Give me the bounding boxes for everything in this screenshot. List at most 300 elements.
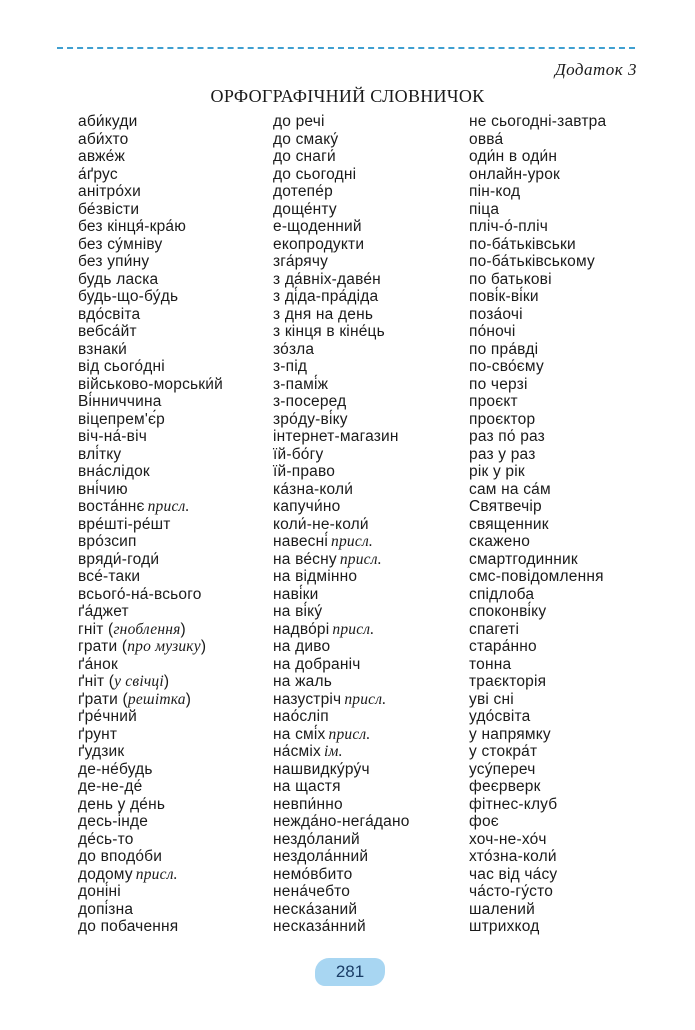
entry-note: у свічці <box>114 673 164 690</box>
dictionary-entry <box>469 463 674 481</box>
dictionary-entry <box>78 778 283 796</box>
dictionary-entry <box>78 866 283 884</box>
entry-tail: ) <box>163 673 170 690</box>
entry-word: раз у раз <box>469 445 536 463</box>
dictionary-entry <box>469 533 674 551</box>
entry-note: ім. <box>323 743 343 760</box>
dictionary-entry <box>78 603 283 621</box>
entry-word: зо́зла <box>273 340 315 358</box>
entry-word: вні́чию <box>78 480 128 498</box>
dictionary-entry <box>469 288 674 306</box>
entry-word: вебса́йт <box>78 323 137 340</box>
dictionary-entry <box>78 323 283 341</box>
entry-word: з-памі́ж <box>273 375 329 393</box>
dictionary-entry <box>273 218 478 236</box>
dictionary-entry <box>78 411 283 429</box>
dictionary-entry <box>78 831 283 849</box>
entry-word: на смі́х <box>273 725 326 743</box>
entry-word: смс-повідомлення <box>469 568 604 585</box>
dictionary-entry <box>78 131 283 149</box>
dictionary-entry <box>78 796 283 814</box>
dictionary-entry <box>273 568 478 586</box>
entry-word: хто́зна-коли́ <box>469 848 557 865</box>
entry-word: усу́переч <box>469 760 536 778</box>
dictionary-entry <box>78 376 283 394</box>
entry-word: все́-таки <box>78 568 141 585</box>
dictionary-entry <box>469 516 674 534</box>
entry-word: не сьогодні-завтра <box>469 113 607 130</box>
entry-word: віч-на́-віч <box>78 428 148 445</box>
entry-note: присл. <box>332 620 375 638</box>
dictionary-entry <box>78 341 283 359</box>
entry-word: ча́сто-гу́сто <box>469 883 554 900</box>
dictionary-entry <box>469 761 674 779</box>
entry-word: до побачення <box>78 918 179 935</box>
entry-word: по пра́вді <box>469 340 539 358</box>
entry-word: Святвечір <box>469 498 542 515</box>
entry-word: пові́к-ві́ки <box>469 288 539 305</box>
dictionary-entry <box>469 341 674 359</box>
entry-word: нашвидку́ру́ч <box>273 760 370 778</box>
entry-word: онлайн-урок <box>469 165 561 183</box>
appendix-label: Додаток 3 <box>554 60 637 79</box>
entry-word: феєрверк <box>469 778 541 795</box>
entry-word: інтернет-магазин <box>273 428 399 445</box>
dictionary-entry <box>273 691 478 709</box>
entry-word: дотепе́р <box>273 183 333 200</box>
entry-word: несказа́нний <box>273 918 366 935</box>
entry-word: по́ночі <box>469 323 516 340</box>
dictionary-entry <box>273 831 478 849</box>
entry-word: по-сво́єму <box>469 358 544 375</box>
entry-word: нежда́но-нега́дано <box>273 813 410 830</box>
dictionary-entry <box>78 621 283 639</box>
dictionary-entry <box>78 883 283 901</box>
entry-word: екопродукти <box>273 235 365 253</box>
dictionary-entry <box>78 481 283 499</box>
entry-word: авже́ж <box>78 148 126 165</box>
entry-word: будь-що-бу́дь <box>78 288 179 305</box>
dictionary-entry <box>469 586 674 604</box>
dictionary-entry <box>78 516 283 534</box>
entry-word: зга́рячу <box>273 253 329 270</box>
dictionary-entry <box>273 411 478 429</box>
dictionary-entry <box>273 393 478 411</box>
dictionary-entry <box>469 253 674 271</box>
entry-word: по черзі <box>469 375 528 393</box>
dictionary-entry <box>273 656 478 674</box>
dictionary-entry <box>469 271 674 289</box>
entry-word: нездола́нний <box>273 848 369 865</box>
entry-word: надво́рі <box>273 620 330 638</box>
entry-note: присл. <box>147 498 190 515</box>
dictionary-entry <box>469 848 674 866</box>
entry-word: тонна <box>469 655 512 673</box>
entry-word: споконві́ку <box>469 603 547 620</box>
dictionary-entry <box>273 638 478 656</box>
entry-word: смартгодинник <box>469 550 578 568</box>
dictionary-entry <box>273 306 478 324</box>
entry-word: пліч-о́-пліч <box>469 218 549 235</box>
entry-word: шалений <box>469 900 535 918</box>
dictionary-entry <box>78 638 283 656</box>
dictionary-entry <box>273 796 478 814</box>
dictionary-entry <box>273 761 478 779</box>
entry-word: доще́нту <box>273 200 337 218</box>
dictionary-entry <box>78 691 283 709</box>
dictionary-entry <box>273 901 478 919</box>
entry-word: всього́-на́-всього <box>78 585 202 603</box>
entry-word: ка́зна-коли́ <box>273 480 354 498</box>
entry-word: день у де́нь <box>78 795 166 813</box>
dictionary-entry <box>273 113 478 131</box>
entry-word: десь-і́нде <box>78 813 149 830</box>
dictionary-entry <box>469 603 674 621</box>
dictionary-entry <box>273 586 478 604</box>
entry-word: без кінця́-кра́ю <box>78 218 187 235</box>
dictionary-entry <box>469 148 674 166</box>
dictionary-entry <box>469 778 674 796</box>
dictionary-entry <box>78 656 283 674</box>
dictionary-entry <box>78 533 283 551</box>
entry-word: на диво <box>273 638 331 655</box>
entry-word: доні́ні <box>78 883 121 900</box>
entry-word: воста́ннє <box>78 498 145 515</box>
entry-word: де-не́будь <box>78 760 153 778</box>
entry-word: будь ласка <box>78 270 159 288</box>
dictionary-entry <box>469 621 674 639</box>
dictionary-entry <box>273 883 478 901</box>
entry-tail: ) <box>185 690 192 708</box>
header-dashed-rule <box>57 47 635 49</box>
entry-word: піца <box>469 200 500 218</box>
entry-word: ґа́джет <box>78 603 129 620</box>
dictionary-entry <box>469 901 674 919</box>
entry-word: на відмінно <box>273 568 358 585</box>
entry-word: грати ( <box>78 638 128 655</box>
dictionary-entry <box>273 481 478 499</box>
entry-word: а́ґрус <box>78 165 118 183</box>
dictionary-entry <box>469 218 674 236</box>
entry-word: у стокра́т <box>469 743 538 760</box>
entry-word: час від ча́су <box>469 865 558 883</box>
dictionary-entry <box>273 533 478 551</box>
entry-word: нeска́заний <box>273 900 358 918</box>
entry-word: нена́чебто <box>273 883 351 900</box>
dictionary-entry <box>469 673 674 691</box>
dictionary-entry <box>78 498 283 516</box>
dictionary-entry <box>78 288 283 306</box>
entry-word: бе́звісти <box>78 200 140 218</box>
entry-word: фітнес-клуб <box>469 795 558 813</box>
entry-word: до сьогодні <box>273 165 357 183</box>
dictionary-entry <box>469 498 674 516</box>
dictionary-entry <box>78 253 283 271</box>
dictionary-entry <box>78 708 283 726</box>
dictionary-entry <box>469 726 674 744</box>
dictionary-entry <box>469 236 674 254</box>
dictionary-entry <box>469 551 674 569</box>
dictionary-entry <box>273 516 478 534</box>
dictionary-entry <box>273 621 478 639</box>
dictionary-entry <box>78 393 283 411</box>
dictionary-entry <box>78 428 283 446</box>
entry-word: де-не-де́ <box>78 778 143 795</box>
dictionary-entry <box>78 463 283 481</box>
entry-word: нао́сліп <box>273 708 329 725</box>
dictionary-entry <box>469 411 674 429</box>
entry-word: на́сміх <box>273 743 321 760</box>
dictionary-entry <box>469 568 674 586</box>
entry-word: анітро́хи <box>78 183 141 200</box>
entry-word: вро́зсип <box>78 533 137 550</box>
dictionary-title: ОРФОГРАФІЧНИЙ СЛОВНИЧОК <box>210 86 485 106</box>
entry-word: поза́очі <box>469 305 523 323</box>
dictionary-entry <box>469 131 674 149</box>
entry-word: ґре́чний <box>78 708 137 725</box>
dictionary-entry <box>78 113 283 131</box>
entry-word: зро́ду-ві́ку <box>273 410 348 428</box>
entry-word: проєктор <box>469 410 536 428</box>
dictionary-entry <box>273 498 478 516</box>
entry-note: присл. <box>339 550 382 568</box>
entry-word: ґрунт <box>78 725 118 743</box>
entry-word: е-щоденний <box>273 218 362 235</box>
dictionary-entry <box>273 708 478 726</box>
entry-word: до снаги́ <box>273 148 336 165</box>
entry-tail: ) <box>200 638 207 655</box>
dictionary-entry <box>273 288 478 306</box>
entry-word: траєкторія <box>469 673 547 690</box>
entry-word: скажено <box>469 533 531 550</box>
dictionary-entry <box>469 813 674 831</box>
dictionary-entry <box>469 183 674 201</box>
dictionary-entry <box>78 673 283 691</box>
dictionary-entry <box>78 446 283 464</box>
dictionary-entry <box>78 918 283 936</box>
entry-word: сам на са́м <box>469 480 551 498</box>
dictionary-entry <box>78 183 283 201</box>
entry-word: капучи́но <box>273 498 341 515</box>
entry-word: вряди́-годи́ <box>78 550 160 568</box>
dictionary-entry <box>78 236 283 254</box>
entry-word: стара́нно <box>469 638 537 655</box>
dictionary-entry <box>273 848 478 866</box>
dictionary-entry <box>273 148 478 166</box>
entry-word: на ве́сну <box>273 550 337 568</box>
entry-word: нездо́ланий <box>273 830 360 848</box>
entry-word: ґудзик <box>78 743 125 760</box>
dictionary-entry <box>469 866 674 884</box>
entry-word: з дня на день <box>273 305 374 323</box>
entry-word: ґа́нок <box>78 655 118 673</box>
dictionary-entry <box>469 323 674 341</box>
dictionary-entry <box>273 603 478 621</box>
entry-word: рік у рік <box>469 463 525 480</box>
entry-word: без упи́ну <box>78 253 150 270</box>
dictionary-entry <box>469 691 674 709</box>
entry-word: до речі <box>273 113 325 130</box>
dictionary-entry <box>469 201 674 219</box>
entry-word: невпи́нно <box>273 795 343 813</box>
dictionary-entry <box>273 866 478 884</box>
dictionary-entry <box>273 918 478 936</box>
entry-word: до вподо́би <box>78 848 163 865</box>
entry-word: коли́-не-коли́ <box>273 515 369 533</box>
dictionary-entry <box>273 813 478 831</box>
entry-word: з-під <box>273 358 308 375</box>
dictionary-entry <box>469 481 674 499</box>
entry-word: назустріч <box>273 690 342 708</box>
entry-word: ґніт ( <box>78 673 115 690</box>
entry-note: присл. <box>135 865 178 883</box>
entry-word: від сього́дні <box>78 358 165 375</box>
dictionary-entry <box>78 306 283 324</box>
dictionary-entry <box>78 271 283 289</box>
entry-note: присл. <box>331 533 373 550</box>
entry-word: взнаки́ <box>78 340 127 358</box>
dictionary-entry <box>78 358 283 376</box>
entry-note: присл. <box>328 725 371 743</box>
dictionary-entry <box>273 376 478 394</box>
dictionary-entry <box>273 428 478 446</box>
dictionary-entry <box>273 673 478 691</box>
entry-word: аби́куди <box>78 113 138 130</box>
entry-word: оди́н в оди́н <box>469 148 558 165</box>
entry-word: на ві́ку́ <box>273 603 323 620</box>
entry-word: Ві́нниччина <box>78 393 162 410</box>
entry-word: по-ба́тьківськи <box>469 235 576 253</box>
dictionary-entry <box>273 323 478 341</box>
column-1 <box>78 113 283 936</box>
entry-word: допі́зна <box>78 900 134 918</box>
dictionary-entry <box>469 428 674 446</box>
entry-word: немо́вбито <box>273 865 353 883</box>
dictionary-entry <box>78 848 283 866</box>
entry-word: з кінця в кіне́ць <box>273 323 385 340</box>
dictionary-entry <box>469 743 674 761</box>
entry-word: штрихкод <box>469 918 540 935</box>
entry-word: уві сні <box>469 690 514 708</box>
dictionary-entry <box>273 131 478 149</box>
entry-word: по-ба́тьківському <box>469 253 595 270</box>
entry-word: по батькові <box>469 270 552 288</box>
dictionary-entry <box>273 358 478 376</box>
entry-word: влі́тку <box>78 445 122 463</box>
dictionary-entry <box>78 551 283 569</box>
dictionary-entry <box>469 166 674 184</box>
dictionary-entry <box>78 813 283 831</box>
page-number: 281 <box>315 958 385 986</box>
entry-word: пін-код <box>469 183 521 200</box>
dictionary-entry <box>273 341 478 359</box>
entry-word: віцепрем'є́р <box>78 410 165 428</box>
entry-note: присл. <box>344 690 387 708</box>
entry-word: вре́шті-ре́шт <box>78 515 171 533</box>
entry-word: наві́ки <box>273 585 319 603</box>
dictionary-entry <box>273 236 478 254</box>
dictionary-entry <box>469 796 674 814</box>
dictionary-entry <box>78 201 283 219</box>
dictionary-entry <box>273 446 478 464</box>
column-2 <box>273 113 478 936</box>
dictionary-entry <box>469 831 674 849</box>
dictionary-entry <box>469 376 674 394</box>
entry-word: на добраніч <box>273 655 361 673</box>
entry-word: з ді́да-пра́діда <box>273 288 379 305</box>
dictionary-entry <box>469 358 674 376</box>
dictionary-entry <box>273 726 478 744</box>
entry-word: раз по́ раз <box>469 428 545 445</box>
entry-word: священник <box>469 515 549 533</box>
dictionary-entry <box>273 253 478 271</box>
dictionary-entry <box>469 446 674 464</box>
dictionary-entry <box>273 271 478 289</box>
dictionary-entry <box>78 743 283 761</box>
dictionary-entry <box>273 743 478 761</box>
entry-word: ґрати ( <box>78 690 128 708</box>
entry-word: де́сь-то <box>78 830 134 848</box>
entry-note: решітка <box>127 690 186 708</box>
entry-word: навесні́ <box>273 533 329 550</box>
entry-word: до смаку́ <box>273 130 339 148</box>
entry-word: вна́слідок <box>78 463 150 480</box>
dictionary-entry <box>78 218 283 236</box>
entry-word: з-посеред <box>273 393 347 410</box>
entry-word: на жаль <box>273 673 332 690</box>
entry-word: їй-бо́гу <box>273 445 324 463</box>
dictionary-entry <box>78 761 283 779</box>
column-3 <box>469 113 674 936</box>
dictionary-entry <box>469 113 674 131</box>
entry-word: їй-право <box>273 463 336 480</box>
dictionary-entry <box>469 918 674 936</box>
entry-tail: ) <box>180 620 186 638</box>
dictionary-entry <box>273 166 478 184</box>
dictionary-entry <box>78 726 283 744</box>
dictionary-entry <box>273 201 478 219</box>
dictionary-entry <box>469 393 674 411</box>
dictionary-entry <box>469 306 674 324</box>
entry-word: фоє <box>469 813 499 830</box>
dictionary-entry <box>273 551 478 569</box>
entry-word: овва́ <box>469 130 504 148</box>
entry-word: з да́вніх-даве́н <box>273 270 381 288</box>
dictionary-entry <box>78 568 283 586</box>
entry-note: про музику <box>127 638 201 655</box>
dictionary-entry <box>469 883 674 901</box>
dictionary-entry <box>469 656 674 674</box>
entry-word: удо́світа <box>469 708 531 725</box>
entry-word: на щастя <box>273 778 341 795</box>
dictionary-entry <box>469 708 674 726</box>
entry-word: проєкт <box>469 393 518 410</box>
dictionary-entry <box>273 183 478 201</box>
entry-word: аби́хто <box>78 130 129 148</box>
entry-word: у напрямку <box>469 725 551 743</box>
dictionary-entry <box>78 148 283 166</box>
dictionary-entry <box>78 166 283 184</box>
dictionary-entry <box>469 638 674 656</box>
entry-word: військово-морськи́й <box>78 375 223 393</box>
entry-word: гніт ( <box>78 620 114 638</box>
word-columns <box>0 113 695 943</box>
entry-word: без су́мніву <box>78 235 163 253</box>
dictionary-entry <box>78 586 283 604</box>
entry-word: хоч-не-хо́ч <box>469 830 547 848</box>
entry-word: спідлоба <box>469 585 535 603</box>
entry-word: додому <box>78 865 133 883</box>
